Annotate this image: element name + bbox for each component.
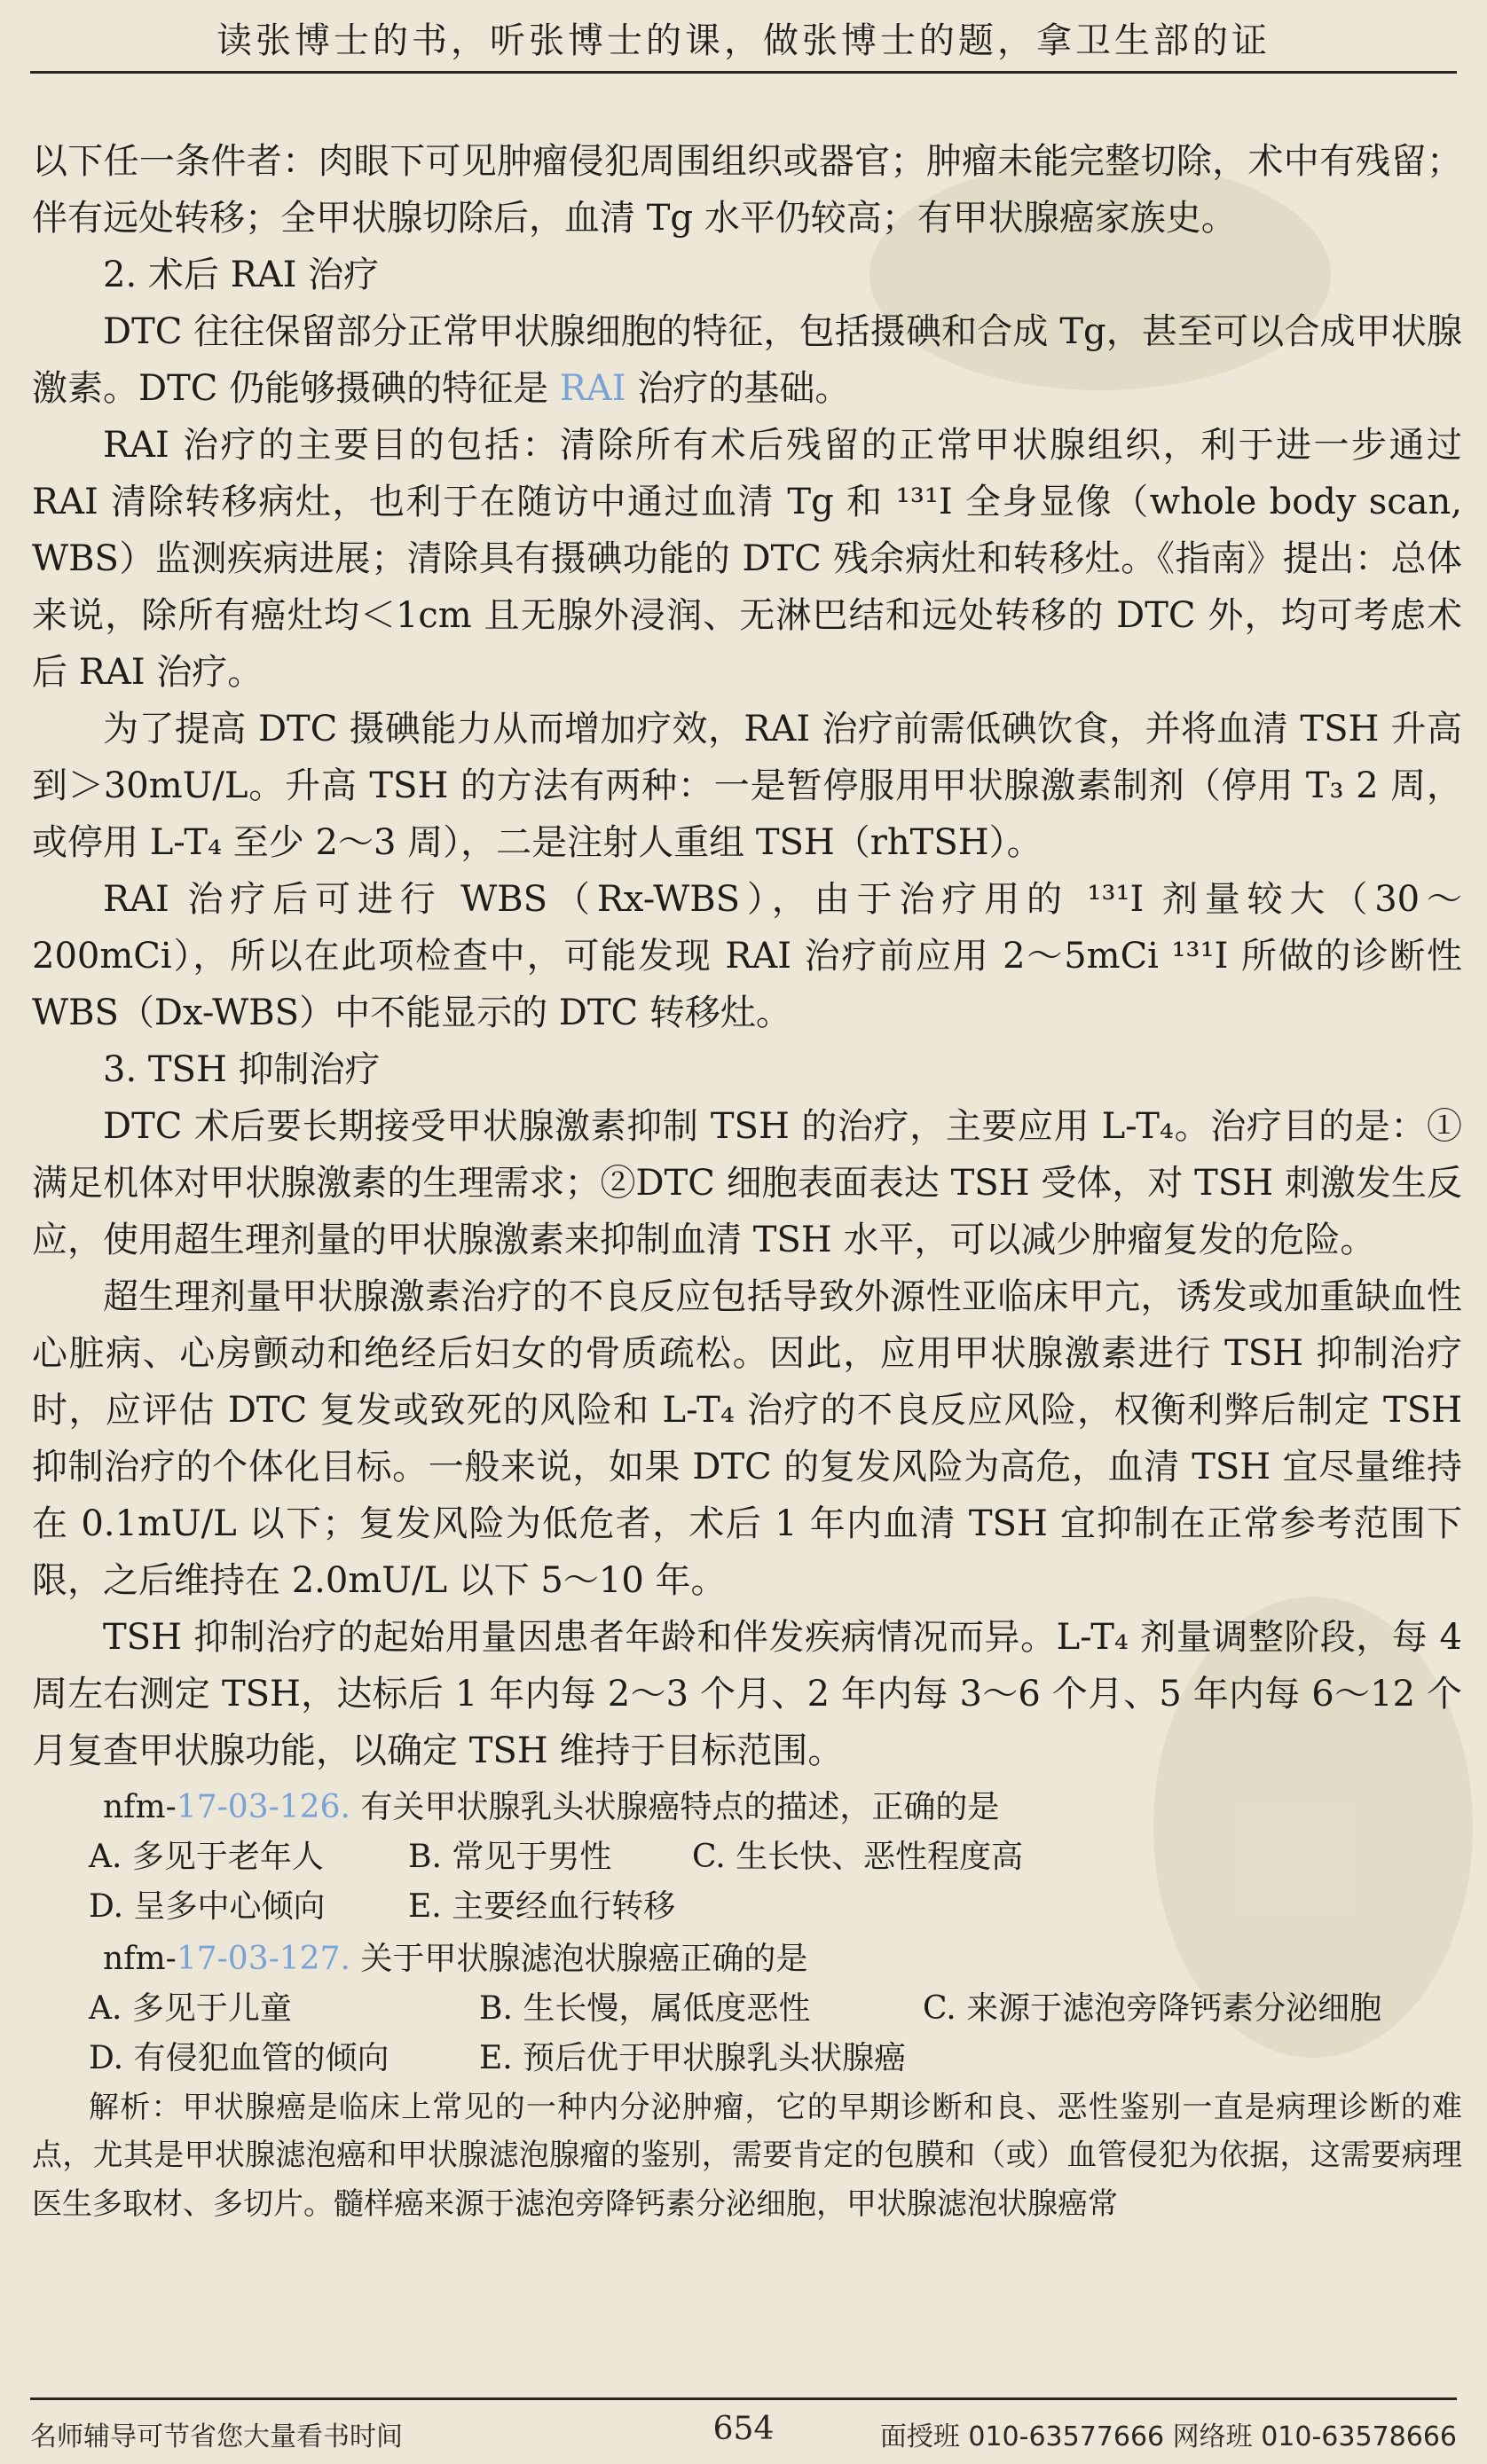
option-e: E. 主要经血行转移 xyxy=(408,1887,676,1925)
analysis-text: 解析：甲状腺癌是临床上常见的一种内分泌肿瘤，它的早期诊断和良、恶性鉴别一直是病理诊断的难点，尤其是甲状腺滤泡癌和甲状腺滤泡腺瘤的鉴别，需要肯定的包膜和（或）血管侵犯为依据，这需要病理医生多取材、多切片。髓样癌来源于滤泡旁降钙素分泌细胞，甲状腺滤泡状腺癌常 xyxy=(32,2089,1462,2222)
option-c: C. 来源于滤泡旁降钙素分泌细胞 xyxy=(923,1990,1382,2028)
question-code: 17-03-126. xyxy=(176,1789,350,1825)
question-126 xyxy=(32,1783,1462,1931)
paragraph-text: 治疗的基础。 xyxy=(625,368,851,409)
options-row xyxy=(32,1882,1462,1932)
paragraph-text: DTC 往往保留部分正常甲状腺细胞的特征，包括摄碘和合成 Tg，甚至可以合成甲状腺激素。DTC 仍能够摄碘的特征是 xyxy=(32,311,1462,409)
question-code: 17-03-127. xyxy=(176,1941,350,1978)
options-row xyxy=(32,1832,1462,1882)
option-b: B. 生长慢，属低度恶性 xyxy=(479,1990,811,2028)
options-row xyxy=(32,2034,1462,2083)
footer-contact: 面授班 010-63577666 网络班 010-63578666 xyxy=(879,2421,1457,2452)
option-a: A. 多见于老年人 xyxy=(89,1838,324,1875)
question-prefix: nfm- xyxy=(103,1941,177,1978)
section-heading-rai: 2. 术后 RAI 治疗 xyxy=(103,255,380,295)
question-text: 有关甲状腺乳头状腺癌特点的描述，正确的是 xyxy=(360,1789,1000,1825)
option-d: D. 有侵犯血管的倾向 xyxy=(89,2039,389,2076)
question-127 xyxy=(32,1934,1462,2083)
page-footer xyxy=(30,2397,1457,2464)
paragraph-conditions: 以下任一条件者：肉眼下可见肿瘤侵犯周围组织或器官；肿瘤未能完整切除，术中有残留；伴有远处转移；全甲状腺切除后，血清 Tg 水平仍较高；有甲状腺癌家族史。 xyxy=(32,141,1462,239)
paragraph-rai-goals: RAI 治疗的主要目的包括：清除所有术后残留的正常甲状腺组织，利于进一步通过 RAI 清除转移病灶，也利于在随访中通过血清 Tg 和 ¹³¹I 全身显像（whole body scan, WBS）监测疾病进展；清除具有摄碘功能的 DTC 残余病灶和转移灶。《指南》提出：总体来说，除所有癌灶均＜1cm 且无腺外浸润、无淋巴结和远处转移的 DTC 外，均可考虑术后 RAI 治疗。 xyxy=(32,425,1462,693)
option-b: B. 常见于男性 xyxy=(408,1838,612,1875)
option-c: C. 生长快、恶性程度高 xyxy=(692,1838,1024,1875)
question-stem xyxy=(32,1783,1462,1832)
option-e: E. 预后优于甲状腺乳头状腺癌 xyxy=(479,2039,907,2076)
paragraph-adverse-effects: 超生理剂量甲状腺激素治疗的不良反应包括导致外源性亚临床甲亢，诱发或加重缺血性心脏病、心房颤动和绝经后妇女的骨质疏松。因此，应用甲状腺激素进行 TSH 抑制治疗时，应评估 DTC 复发或致死的风险和 L-T₄ 治疗的不良反应风险，权衡利弊后制定 TSH 抑制治疗的个体化目标。一般来说，如果 DTC 的复发风险为高危，血清 TSH 宜尽量维持在 0.1mU/L 以下；复发风险为低危者，术后 1 年内血清 TSH 宜抑制在正常参考范围下限，之后维持在 2.0mU/L 以下 5～10 年。 xyxy=(32,1276,1462,1601)
rai-highlight: RAI xyxy=(559,368,626,409)
paragraph-tsh-raise: 为了提高 DTC 摄碘能力从而增加疗效，RAI 治疗前需低碘饮食，并将血清 TSH 升高到＞30mU/L。升高 TSH 的方法有两种：一是暂停服用甲状腺激素制剂（停用 T₃ 2 周，或停用 L-T₄ 至少 2～3 周），二是注射人重组 TSH（rhTSH）。 xyxy=(32,709,1462,863)
footer-slogan: 名师辅导可节省您大量看书时间 xyxy=(30,2421,403,2452)
option-d: D. 呈多中心倾向 xyxy=(89,1887,326,1925)
question-text: 关于甲状腺滤泡状腺癌正确的是 xyxy=(360,1941,808,1978)
question-prefix: nfm- xyxy=(103,1789,177,1825)
option-a: A. 多见于儿童 xyxy=(89,1990,292,2028)
paragraph-dose-adjust: TSH 抑制治疗的起始用量因患者年龄和伴发疾病情况而异。L-T₄ 剂量调整阶段，每 4 周左右测定 TSH，达标后 1 年内每 2～3 个月、2 年内每 3～6 个月、5 年内每 6～12 个月复查甲状腺功能，以确定 TSH 维持于目标范围。 xyxy=(32,1617,1462,1771)
options-row xyxy=(32,1984,1462,2034)
question-stem xyxy=(32,1934,1462,1984)
section-heading-tsh: 3. TSH 抑制治疗 xyxy=(103,1049,381,1090)
paragraph-tsh-purpose: DTC 术后要长期接受甲状腺激素抑制 TSH 的治疗，主要应用 L-T₄。治疗目的是：①满足机体对甲状腺激素的生理需求；②DTC 细胞表面表达 TSH 受体，对 TSH 刺激发生反应，使用超生理剂量的甲状腺激素来抑制血清 TSH 水平，可以减少肿瘤复发的危险。 xyxy=(32,1106,1462,1260)
page-content xyxy=(32,133,1462,2228)
page-number: 654 xyxy=(712,2411,775,2447)
paragraph-dtc-iodine xyxy=(32,303,1462,417)
header-title: 读张博士的书，听张博士的课，做张博士的题，拿卫生部的证 xyxy=(216,20,1271,61)
page-header xyxy=(30,0,1457,74)
paragraph-wbs: RAI 治疗后可进行 WBS（Rx-WBS），由于治疗用的 ¹³¹I 剂量较大（30～200mCi），所以在此项检查中，可能发现 RAI 治疗前应用 2～5mCi ¹³¹I 所做的诊断性 WBS（Dx-WBS）中不能显示的 DTC 转移灶。 xyxy=(32,879,1462,1033)
